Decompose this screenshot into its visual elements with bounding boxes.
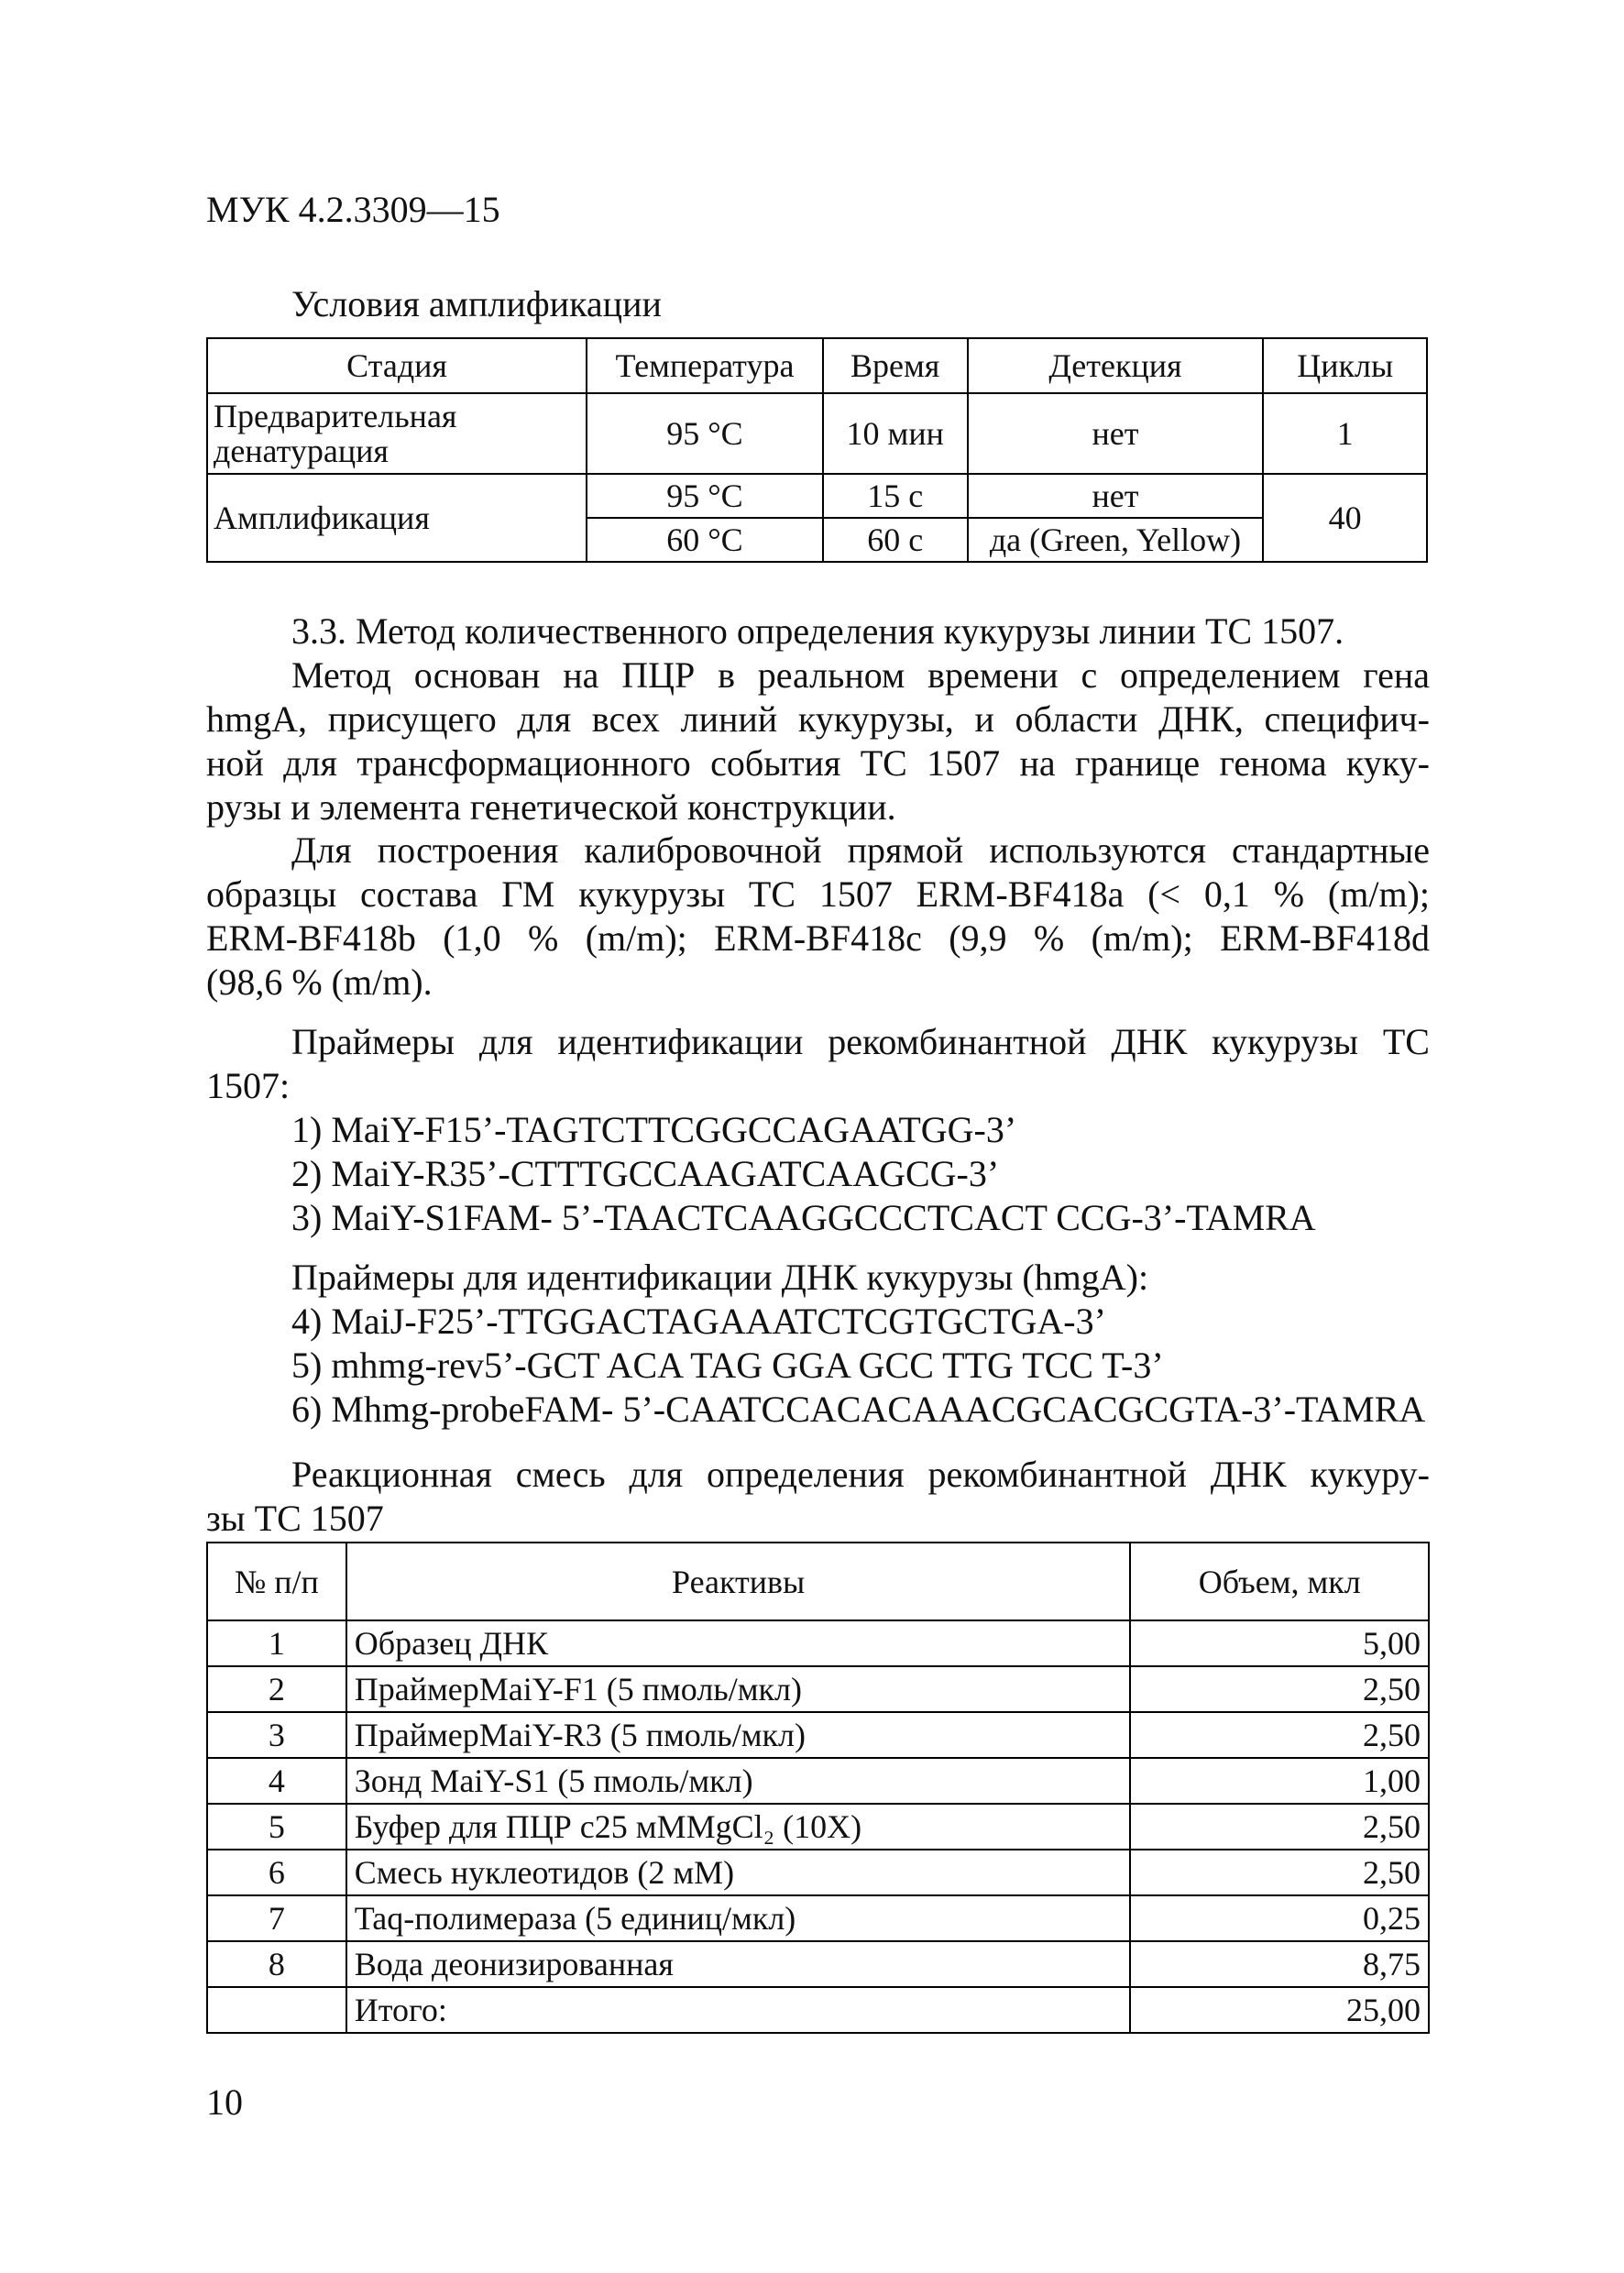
mix-header-row — [207, 1543, 1429, 1620]
mix-total-volume: 25,00 — [1130, 1987, 1429, 2033]
calibration-line: Для построения калибровочной прямой используются стандартные — [291, 829, 1430, 871]
mix-row-volume: 8,75 — [1130, 1941, 1429, 1987]
mix-row-reagent: Буфер для ПЦР с25 мMMgCl₂ (10X) — [346, 1804, 1131, 1850]
mix-row — [207, 1850, 1429, 1895]
document-header: МУК 4.2.3309—15 — [206, 189, 500, 230]
amp-header-row — [207, 338, 1427, 393]
amp-header-stage: Стадия — [207, 338, 587, 393]
mix-row — [207, 1804, 1429, 1850]
method-paragraph — [206, 653, 1430, 829]
amp-header-detection: Детекция — [968, 338, 1264, 393]
amplification-table — [206, 337, 1428, 563]
amp-cycles-cell: 40 — [1263, 474, 1427, 562]
primer-item: 5) mhmg-rev5’-GCT ACA TAG GGA GCC TTG TCC T-3’ — [291, 1345, 1164, 1386]
mix-header-number: № п/п — [207, 1543, 346, 1620]
primer-item: 3) MaiY-S1FAM- 5’-TAACTCAAGGCCCTCACT CCG-3’-TAMRA — [291, 1197, 1316, 1238]
mix-row-number: 7 — [207, 1895, 346, 1941]
primer-item: 6) Mhmg-probeFAM- 5’-CAATCCACACAAACGCACGCGTA-3’-TAMRA — [291, 1389, 1426, 1430]
mix-row-volume: 2,50 — [1130, 1666, 1429, 1712]
amp-temp-cell: 95 °С — [587, 393, 823, 474]
mix-header-volume: Объем, мкл — [1130, 1543, 1429, 1620]
primer-item: 2) MaiY-R35’-CTTTGCCAAGATCAAGCG-3’ — [291, 1153, 1000, 1194]
amp-header-time: Время — [823, 338, 968, 393]
calibration-line: образцы состава ГМ кукурузы ТС 1507 ERM-BF418a (< 0,1 % (m/m); — [206, 873, 1430, 915]
amp-temp-cell: 60 °С — [587, 518, 823, 562]
amp-stage-cell: Предварительная денатурация — [207, 393, 587, 474]
primer-item: 4) MaiJ-F25’-TTGGACTAGAAATCTCGTGCTGA-3’ — [291, 1301, 1106, 1342]
amp-stage-cell: Амплификация — [207, 474, 587, 562]
mix-row-volume: 0,25 — [1130, 1895, 1429, 1941]
calibration-line: (98,6 % (m/m). — [206, 961, 433, 1003]
mix-total-label: Итого: — [346, 1987, 1131, 2033]
amp-time-cell: 10 мин — [823, 393, 968, 474]
mix-row — [207, 1758, 1429, 1804]
mix-row-volume: 1,00 — [1130, 1758, 1429, 1804]
mix-row — [207, 1941, 1429, 1987]
mix-row — [207, 1895, 1429, 1941]
method-line: ной для трансформационного события ТС 1507 на границе генома куку- — [206, 742, 1430, 784]
amp-detection-cell: нет — [968, 474, 1264, 518]
primer-item: 1) MaiY-F15’-TAGTCTTCGGCCAGAATGG-3’ — [291, 1109, 1017, 1150]
mix-caption-line: зы ТС 1507 — [206, 1498, 384, 1539]
amp-header-temp: Температура — [587, 338, 823, 393]
mix-row-number: 8 — [207, 1941, 346, 1987]
mix-row — [207, 1666, 1429, 1712]
recombinant-primer-list — [291, 1108, 1316, 1240]
amp-header-cycles: Циклы — [1263, 338, 1427, 393]
mix-row-reagent: Образец ДНК — [346, 1620, 1131, 1666]
mix-row-volume: 5,00 — [1130, 1620, 1429, 1666]
calibration-paragraph — [206, 829, 1430, 1005]
amp-row-amplification-1 — [207, 474, 1427, 518]
hmga-primer-list — [291, 1256, 1425, 1432]
mix-total-empty — [207, 1987, 346, 2033]
mix-row-reagent: ПраймерMaiY-F1 (5 пмоль/мкл) — [346, 1666, 1131, 1712]
mix-row-number: 2 — [207, 1666, 346, 1712]
mix-caption — [206, 1453, 1430, 1541]
amp-row-predenaturation — [207, 393, 1427, 474]
page-number: 10 — [206, 2081, 243, 2123]
recombinant-intro-line: Праймеры для идентификации рекомбинантной ДНК кукурузы ТС — [291, 1021, 1430, 1062]
mix-row — [207, 1620, 1429, 1666]
mix-row-volume: 2,50 — [1130, 1712, 1429, 1758]
recombinant-primers-intro — [206, 1020, 1430, 1108]
mix-row-number: 5 — [207, 1804, 346, 1850]
mix-row-number: 6 — [207, 1850, 346, 1895]
mix-row — [207, 1712, 1429, 1758]
mix-row-reagent: Зонд MaiY-S1 (5 пмоль/мкл) — [346, 1758, 1131, 1804]
recombinant-intro-line: 1507: — [206, 1065, 291, 1106]
mix-row-number: 1 — [207, 1620, 346, 1666]
mix-row-reagent: Вода деонизированная — [346, 1941, 1131, 1987]
mix-row-number: 4 — [207, 1758, 346, 1804]
amp-detection-cell: нет — [968, 393, 1264, 474]
amp-time-cell: 15 с — [823, 474, 968, 518]
amplification-caption: Условия амплификации — [291, 283, 662, 324]
reaction-mix-table — [206, 1542, 1430, 2034]
mix-row-reagent: ПраймерMaiY-R3 (5 пмоль/мкл) — [346, 1712, 1131, 1758]
mix-row-reagent: Смесь нуклеотидов (2 мМ) — [346, 1850, 1131, 1895]
method-line: Метод основан на ПЦР в реальном времени с определением гена — [291, 654, 1430, 696]
mix-row-volume: 2,50 — [1130, 1804, 1429, 1850]
calibration-line: ERM-BF418b (1,0 % (m/m); ERM-BF418c (9,9 % (m/m); ERM-BF418d — [206, 917, 1430, 959]
amp-time-cell: 60 с — [823, 518, 968, 562]
mix-caption-line: Реакционная смесь для определения рекомбинантной ДНК кукуру- — [291, 1454, 1430, 1495]
method-line: hmgA, присущего для всех линий кукурузы, и области ДНК, специфич- — [206, 698, 1430, 740]
mix-row-volume: 2,50 — [1130, 1850, 1429, 1895]
amp-temp-cell: 95 °С — [587, 474, 823, 518]
section-heading: 3.3. Метод количественного определения кукурузы линии ТС 1507. — [291, 610, 1344, 652]
mix-total-row — [207, 1987, 1429, 2033]
mix-row-number: 3 — [207, 1712, 346, 1758]
amp-cycles-cell: 1 — [1263, 393, 1427, 474]
method-line: рузы и элемента генетической конструкции. — [206, 786, 896, 828]
amp-detection-cell: да (Green, Yellow) — [968, 518, 1264, 562]
mix-row-reagent: Taq-полимераза (5 единиц/мкл) — [346, 1895, 1131, 1941]
mix-header-reagent: Реактивы — [346, 1543, 1131, 1620]
hmga-primers-intro: Праймеры для идентификации ДНК кукурузы (hmgA): — [291, 1257, 1149, 1298]
